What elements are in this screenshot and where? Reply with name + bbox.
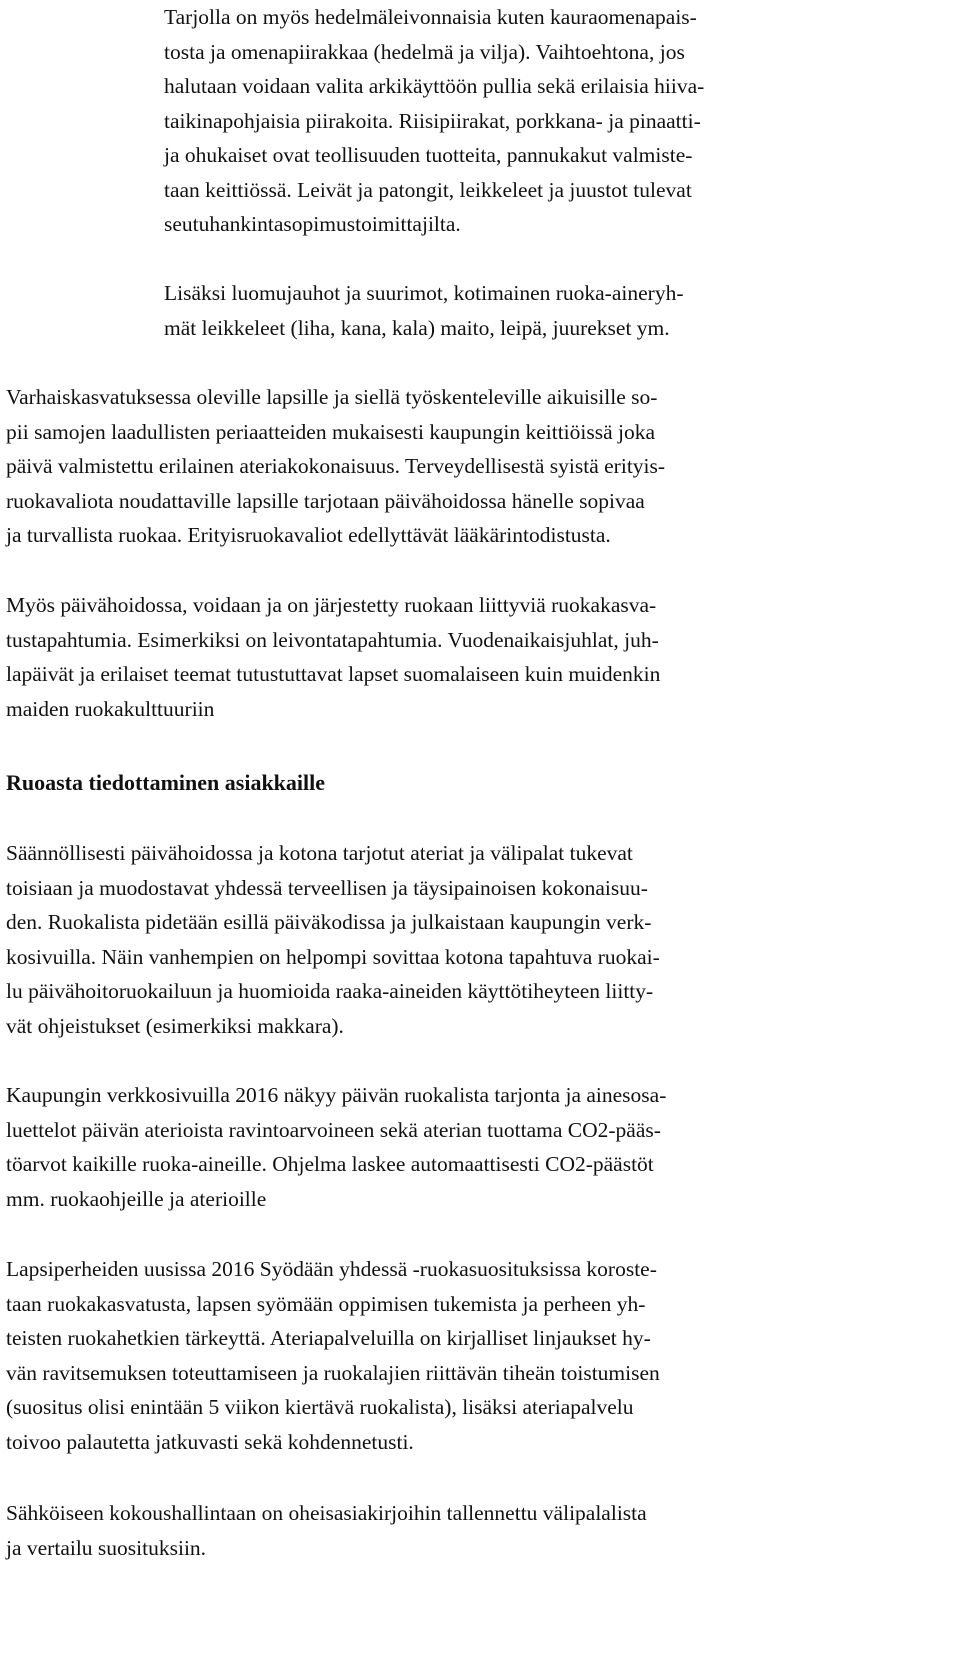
text-line: pii samojen laadullisten periaatteiden mukaisesti kaupungin keittiöissä joka — [6, 419, 656, 444]
paragraph-organic-flours — [0, 276, 914, 345]
text-line: Lisäksi luomujauhot ja suurimot, kotimainen ruoka-aineryh- — [164, 281, 684, 305]
text-line: Lapsiperheiden uusissa 2016 Syödään yhdessä -ruokasuosituksissa koroste- — [6, 1257, 657, 1281]
text-line: lu päivähoitoruokailuun ja huomioida raaka-aineiden käyttötiheyteen liitty- — [6, 979, 654, 1003]
text-line: vän ravitsemuksen toteuttamiseen ja ruokalajien riittävän tiheän toistumisen — [6, 1360, 660, 1385]
text-line: Myös päivähoidossa, voidaan ja on järjestetty ruokaan liittyviä ruokakasva- — [6, 593, 657, 617]
text-line: vät ohjeistukset (esimerkiksi makkara). — [6, 1013, 344, 1038]
paragraph-early-education — [0, 380, 926, 553]
text-line: ja turvallista ruokaa. Erityisruokavaliot edellyttävät lääkärintodistusta. — [6, 523, 611, 547]
text-line: maiden ruokakulttuuriin — [6, 696, 215, 721]
text-line: seutuhankintasopimustoimittajilta. — [164, 212, 461, 236]
text-line: (suositus olisi enintään 5 viikon kiertävä ruokalista), lisäksi ateriapalvelu — [6, 1395, 634, 1419]
section-heading: Ruoasta tiedottaminen asiakkaille — [6, 770, 326, 795]
text-line: ja ohukaiset ovat teollisuuden tuotteita, pannukakut valmiste- — [164, 143, 693, 167]
text-line: mät leikkeleet (liha, kana, kala) maito, leipä, juurekset ym. — [164, 315, 670, 340]
text-line: tustapahtumia. Esimerkiksi on leivontatapahtumia. Vuodenaikaisjuhlat, juh- — [6, 627, 659, 652]
paragraph-regular-meals — [0, 836, 926, 1043]
text-line: Sähköiseen kokoushallintaan on oheisasiakirjoihin tallennettu välipalalista — [6, 1501, 647, 1525]
text-line: den. Ruokalista pidetään esillä päiväkodissa ja julkaistaan kaupungin verk- — [6, 910, 652, 934]
paragraph-city-website — [0, 1078, 926, 1216]
text-line: Tarjolla on myös hedelmäleivonnaisia kuten kauraomenapais- — [164, 5, 697, 29]
text-line: Varhaiskasvatuksessa oleville lapsille ja siellä työskenteleville aikuisille so- — [6, 385, 658, 409]
text-line: lapäivät ja erilaiset teemat tutustuttavat lapset suomalaiseen kuin muidenkin — [6, 662, 661, 686]
text-line: taan ruokakasvatusta, lapsen syömään oppimisen tukemista ja perheen yh- — [6, 1291, 646, 1316]
text-line: taan keittiössä. Leivät ja patongit, leikkeleet ja juustot tulevat — [164, 177, 692, 202]
paragraph-food-education-events — [0, 588, 926, 726]
text-line: ja vertailu suosituksiin. — [6, 1535, 207, 1560]
text-line: toisiaan ja muodostavat yhdessä terveellisen ja täysipainoisen kokonaisuu- — [6, 875, 648, 900]
text-line: töarvot kaikille ruoka-aineille. Ohjelma laskee automaattisesti CO2-päästöt — [6, 1152, 654, 1176]
paragraph-meeting-management — [0, 1496, 926, 1565]
text-line: kosivuilla. Näin vanhempien on helpompi sovittaa kotona tapahtuva ruokai- — [6, 944, 660, 969]
text-line: mm. ruokaohjeille ja aterioille — [6, 1186, 267, 1211]
text-line: Kaupungin verkkosivuilla 2016 näkyy päivän ruokalista tarjonta ja ainesosa- — [6, 1083, 667, 1107]
text-line: halutaan voidaan valita arkikäyttöön pullia sekä erilaisia hiiva- — [164, 74, 705, 98]
text-line: Säännöllisesti päivähoidossa ja kotona tarjotut ateriat ja välipalat tukevat — [6, 841, 633, 865]
paragraph-fruit-pastries — [0, 0, 914, 242]
text-line: päivä valmistettu erilainen ateriakokonaisuus. Terveydellisestä syistä erityis- — [6, 454, 666, 478]
text-line: taikinapohjaisia piirakoita. Riisipiirakat, porkkana- ja pinaatti- — [164, 108, 701, 133]
text-line: toivoo palautetta jatkuvasti sekä kohdennetusti. — [6, 1429, 414, 1454]
text-line: ruokavaliota noudattaville lapsille tarjotaan päivähoidossa hänelle sopivaa — [6, 488, 645, 513]
paragraph-family-recommendations — [0, 1252, 926, 1459]
text-line: luettelot päivän aterioista ravintoarvoineen sekä aterian tuottama CO2-pääs- — [6, 1117, 661, 1142]
text-line: tosta ja omenapiirakkaa (hedelmä ja vilja). Vaihtoehtona, jos — [164, 39, 685, 64]
text-line: teisten ruokahetkien tärkeyttä. Ateriapalveluilla on kirjalliset linjaukset hy- — [6, 1326, 651, 1350]
